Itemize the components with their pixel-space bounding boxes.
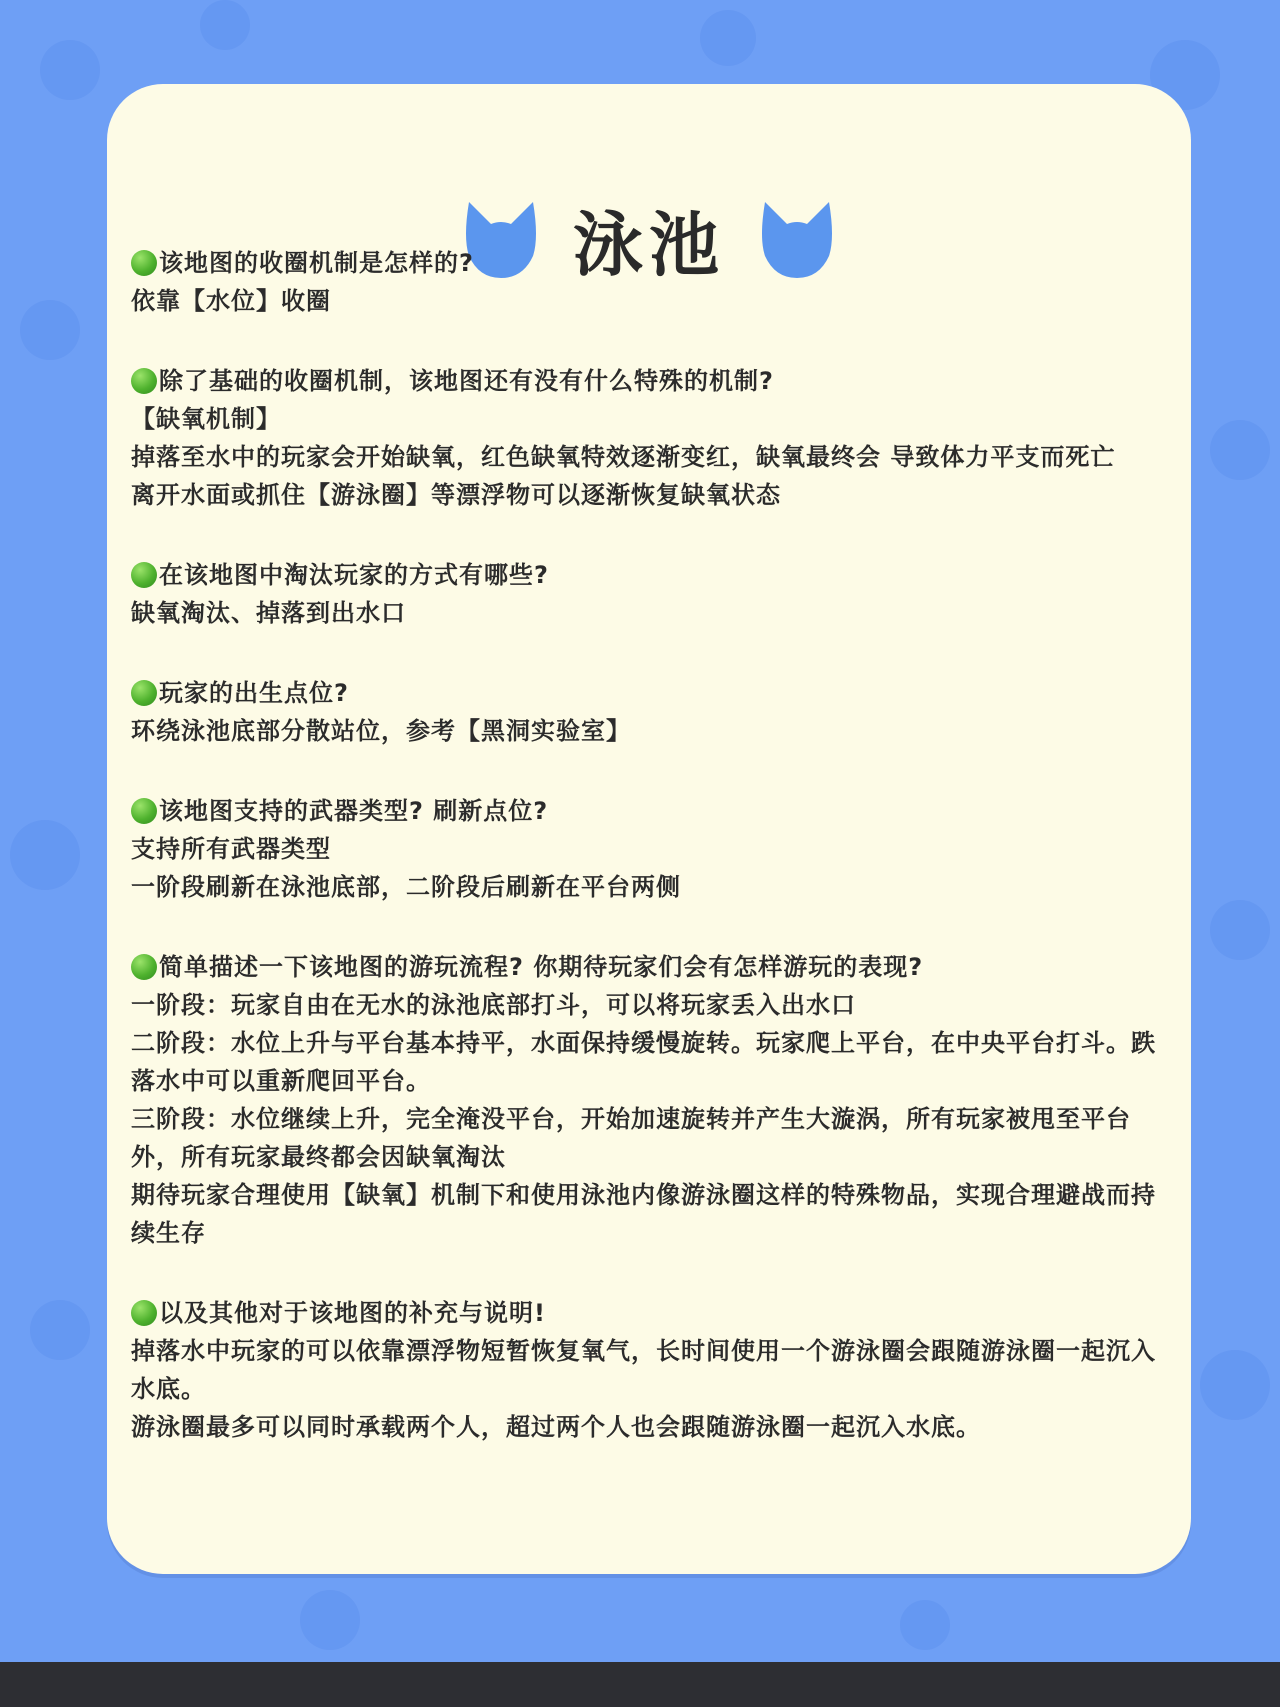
qa-section: [131, 1294, 1171, 1446]
paw-icon: [10, 820, 80, 890]
qa-section: [131, 244, 1171, 320]
qa-section: [131, 792, 1171, 906]
green-dot-icon: [131, 954, 157, 980]
question-row: [131, 556, 1171, 594]
question-text: 简单描述一下该地图的游玩流程? 你期待玩家们会有怎样游玩的表现?: [159, 953, 924, 981]
green-dot-icon: [131, 368, 157, 394]
answer-line: 掉落至水中的玩家会开始缺氧，红色缺氧特效逐渐变红，缺氧最终会 导致体力平支而死亡: [131, 443, 1116, 471]
qa-section: [131, 948, 1171, 1252]
paw-icon: [1200, 1350, 1270, 1420]
green-dot-icon: [131, 798, 157, 824]
question-row: [131, 674, 1171, 712]
paw-icon: [300, 1590, 360, 1650]
page-title: 泳池: [573, 203, 725, 286]
answer-line: 游泳圈最多可以同时承载两个人，超过两个人也会跟随游泳圈一起沉入水底。: [131, 1413, 981, 1441]
paw-icon: [1210, 420, 1270, 480]
paw-icon: [30, 1300, 90, 1360]
question-text: 除了基础的收圈机制，该地图还有没有什么特殊的机制?: [159, 367, 774, 395]
question-text: 在该地图中淘汰玩家的方式有哪些?: [159, 561, 549, 589]
answer-line: 【缺氧机制】: [131, 405, 281, 433]
question-row: [131, 1294, 1171, 1332]
answer-line: 一阶段刷新在泳池底部，二阶段后刷新在平台两侧: [131, 873, 681, 901]
question-row: [131, 244, 1171, 282]
answer-line: 一阶段：玩家自由在无水的泳池底部打斗，可以将玩家丢入出水口: [131, 991, 856, 1019]
question-text: 以及其他对于该地图的补充与说明!: [159, 1299, 546, 1327]
paw-icon: [20, 300, 80, 360]
question-row: [131, 792, 1171, 830]
green-dot-icon: [131, 680, 157, 706]
answer-line: 三阶段：水位继续上升，完全淹没平台，开始加速旋转并产生大漩涡，所有玩家被甩至平台外，所有玩家最终都会因缺氧淘汰: [131, 1105, 1131, 1171]
answer-line: 二阶段：水位上升与平台基本持平，水面保持缓慢旋转。玩家爬上平台，在中央平台打斗。跌落水中可以重新爬回平台。: [131, 1029, 1156, 1095]
question-text: 该地图的收圈机制是怎样的?: [159, 249, 474, 277]
answer-line: 掉落水中玩家的可以依靠漂浮物短暂恢复氧气，长时间使用一个游泳圈会跟随游泳圈一起沉入水底。: [131, 1337, 1156, 1403]
paw-icon: [900, 1600, 950, 1650]
question-text: 玩家的出生点位?: [159, 679, 349, 707]
qa-list: [131, 244, 1171, 1446]
question-text: 该地图支持的武器类型? 刷新点位?: [159, 797, 549, 825]
answer-line: 离开水面或抓住【游泳圈】等漂浮物可以逐渐恢复缺氧状态: [131, 481, 781, 509]
paw-icon: [700, 10, 756, 66]
qa-section: [131, 556, 1171, 632]
answer-line: 依靠【水位】收圈: [131, 287, 331, 315]
green-dot-icon: [131, 1300, 157, 1326]
paw-icon: [1210, 900, 1270, 960]
question-row: [131, 362, 1171, 400]
bottom-bar: [0, 1662, 1280, 1707]
answer-line: 缺氧淘汰、掉落到出水口: [131, 599, 406, 627]
question-row: [131, 948, 1171, 986]
answer-line: 环绕泳池底部分散站位，参考【黑洞实验室】: [131, 717, 631, 745]
paw-icon: [40, 40, 100, 100]
green-dot-icon: [131, 250, 157, 276]
answer-line: 支持所有武器类型: [131, 835, 331, 863]
qa-section: [131, 674, 1171, 750]
qa-section: [131, 362, 1171, 514]
paw-icon: [200, 0, 250, 50]
answer-line: 期待玩家合理使用【缺氧】机制下和使用泳池内像游泳圈这样的特殊物品，实现合理避战而持续生存: [131, 1181, 1156, 1247]
green-dot-icon: [131, 562, 157, 588]
